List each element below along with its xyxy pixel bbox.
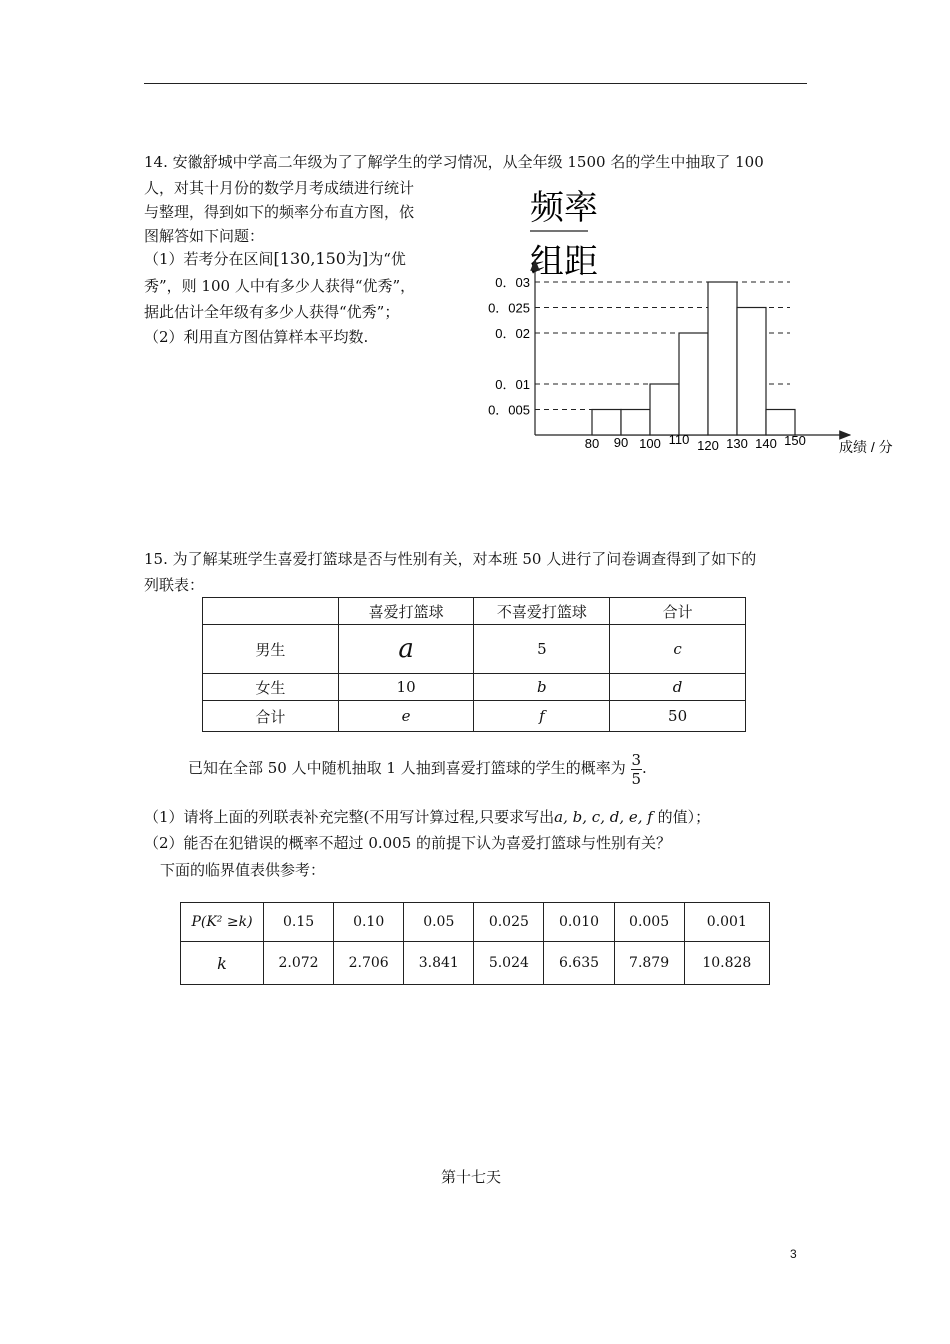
q14-line6: 秀”，则 100 人中有多少人获得“优秀”， [144,277,416,295]
histogram-bar [592,410,621,436]
y-tick-label: 0．005 [488,402,530,418]
q15-line2: 列联表： [144,576,205,594]
table-row [203,701,746,732]
q15-prob-line [188,748,647,788]
table-cell: 2.072 [264,942,334,985]
table-cell: 0.025 [474,903,544,942]
q14-line1: 14. 安徽舒城中学高二年级为了了解学生的学习情况，从全年级 1500 名的学生中抽取了 100 [144,153,764,171]
histogram-bar [737,308,766,436]
histogram-bar [679,333,708,435]
table-cell: 10.828 [684,942,769,985]
fraction [631,751,643,788]
x-tick-label: 90 [613,435,629,450]
q14-line3: 与整理，得到如下的频率分布直方图，依 [144,203,415,221]
table-row [203,674,746,701]
table-row [181,942,770,985]
q14-line2: 人，对其十月份的数学月考成绩进行统计 [144,179,415,197]
contingency-table [202,597,746,732]
table-cell: P(K² ≥k) [181,903,264,942]
table-cell: 0.005 [614,903,684,942]
header-rule [144,83,807,84]
q14-line8: （2）利用直方图估算样本平均数. [144,328,369,346]
table-cell: k [181,942,264,985]
table-cell [203,598,339,625]
table-cell: 男生 [203,625,339,674]
q15-part1 [144,807,710,827]
table-cell: 6.635 [544,942,614,985]
x-tick-label: 120 [697,438,719,453]
xlabel: 成绩 / 分 [839,439,893,455]
table-cell: 2.706 [334,942,404,985]
histogram-chart [470,175,920,465]
q15-part2: （2）能否在犯错误的概率不超过 0.005 的前提下认为喜爱打篮球与性别有关？ [144,834,672,852]
ylabel-top: 频率 [530,188,598,228]
histogram-bar [766,410,795,436]
table-cell: 50 [610,701,746,732]
x-tick-label: 100 [639,436,661,451]
part1-vars: a, b, c, d, e, f [554,808,653,826]
footer-day: 第十七天 [441,1168,502,1186]
q14-line5a: （1）若考分在区间 [144,250,274,268]
table-cell: 7.879 [614,942,684,985]
table-cell: 0.001 [684,903,769,942]
table-row [203,625,746,674]
table-cell: a [338,625,474,674]
fraction-denominator: 5 [631,769,642,788]
interval: [130,150为] [273,249,369,268]
x-tick-label: 80 [584,436,600,451]
part1-text: （1）请将上面的列联表补充完整(不用写计算过程,只要求写出 [144,808,555,826]
prob-end: . [642,759,647,777]
table-cell: 0.010 [544,903,614,942]
table-cell: d [610,674,746,701]
table-cell: f [474,701,610,732]
x-tick-label: 150 [784,433,806,448]
table-cell: 0.15 [264,903,334,942]
part1-end: 的值）； [652,808,711,826]
table-row [181,903,770,942]
table-cell: 合计 [203,701,339,732]
ylabel-bottom: 组距 [530,242,598,282]
table-cell: 3.841 [404,942,474,985]
x-tick-label: 110 [668,432,690,447]
table-cell: 5.024 [474,942,544,985]
table-cell: 女生 [203,674,339,701]
table-cell: 喜爱打篮球 [338,598,474,625]
y-tick-label: 0．025 [488,300,530,316]
histogram-bar [621,410,650,436]
fraction-numerator: 3 [631,750,642,769]
histogram-bar [650,384,679,435]
q14-line7: 据此估计全年级有多少人获得“优秀”； [144,303,400,321]
table-cell: e [338,701,474,732]
q15-ref: 下面的临界值表供参考： [160,861,326,879]
q14-line5c: 为“优 [368,250,406,268]
page-number: 3 [790,1247,797,1261]
q15-line1: 15. 为了解某班学生喜爱打篮球是否与性别有关，对本班 50 人进行了问卷调查得到了如下的 [144,550,757,568]
table-cell: c [610,625,746,674]
q14-line4: 图解答如下问题： [144,227,265,245]
y-tick-label: 0．02 [495,326,530,341]
y-tick-label: 0．01 [495,377,530,392]
table-cell: 0.05 [404,903,474,942]
x-tick-label: 140 [755,436,777,451]
y-tick-label: 0．03 [495,275,530,290]
table-header-row [203,598,746,625]
q14-line5 [144,249,406,269]
x-tick-label: 130 [726,436,748,451]
prob-text: 已知在全部 50 人中随机抽取 1 人抽到喜爱打篮球的学生的概率为 [188,759,626,777]
table-cell: b [474,674,610,701]
table-cell: 5 [474,625,610,674]
table-cell: 不喜爱打篮球 [474,598,610,625]
table-cell: 合计 [610,598,746,625]
critical-value-table [180,902,770,985]
table-cell: 10 [338,674,474,701]
histogram-bar [708,282,737,435]
table-cell: 0.10 [334,903,404,942]
